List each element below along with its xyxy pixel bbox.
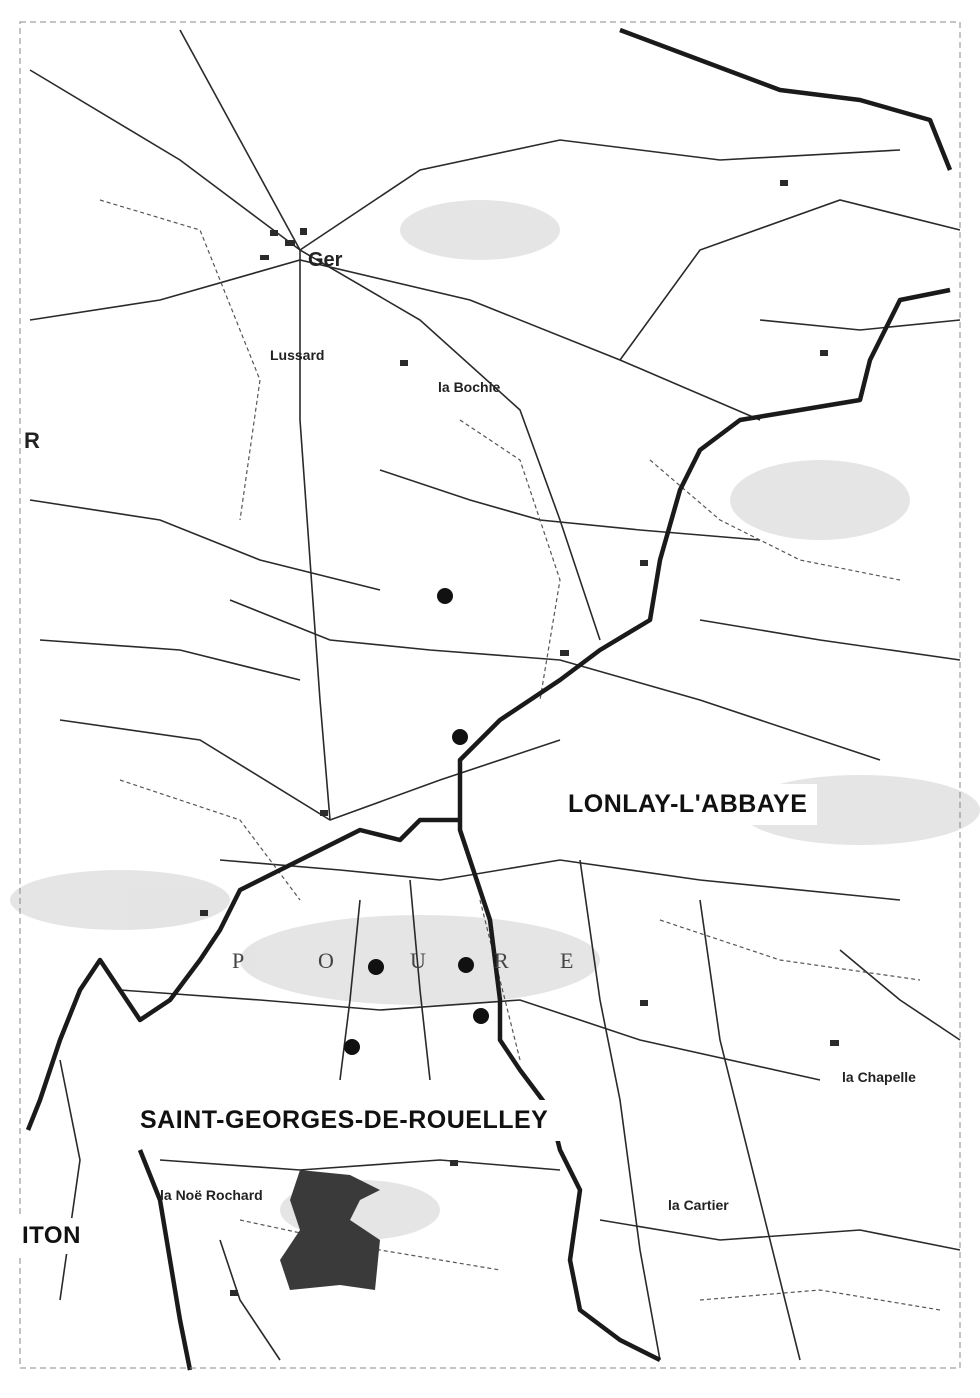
terrain-letter: O	[318, 948, 334, 973]
marker-dot	[368, 959, 384, 975]
marker-dot	[452, 729, 468, 745]
terrain-letter: E	[560, 948, 574, 973]
commune-label-lonlay: LONLAY-L'ABBAYE	[558, 784, 817, 825]
building-block	[230, 1290, 238, 1296]
locality-label: Lussard	[270, 347, 325, 363]
commune-label-iton: ITON	[14, 1218, 89, 1254]
building-block	[300, 228, 307, 235]
building-block	[200, 910, 208, 916]
building-block	[270, 230, 278, 236]
marker-dot	[437, 588, 453, 604]
relief-patch-north	[400, 200, 560, 260]
relief-patch-northeast	[730, 460, 910, 540]
marker-dot	[473, 1008, 489, 1024]
locality-label: la Cartier	[668, 1197, 729, 1213]
terrain-letter: R	[494, 948, 509, 973]
locality-label: la Chapelle	[842, 1069, 916, 1085]
locality-label: la Noë Rochard	[160, 1187, 263, 1203]
building-block	[450, 1160, 458, 1166]
edge-letter: R	[24, 428, 40, 453]
relief-patch-west	[10, 870, 230, 930]
terrain-letter: U	[410, 948, 426, 973]
building-block	[640, 560, 648, 566]
terrain-letter: P	[232, 948, 245, 973]
building-block	[260, 255, 269, 260]
marker-dot	[344, 1039, 360, 1055]
building-block	[400, 360, 408, 366]
building-block	[320, 810, 328, 816]
building-block	[820, 350, 828, 356]
building-block	[285, 240, 295, 246]
building-block	[640, 1000, 648, 1006]
building-block	[830, 1040, 839, 1046]
marker-dot	[458, 957, 474, 973]
locality-label: la Bochie	[438, 379, 501, 395]
building-block	[560, 650, 569, 656]
building-block	[780, 180, 788, 186]
town-label-ger: Ger	[308, 249, 343, 271]
commune-label-saint-georges: SAINT-GEORGES-DE-ROUELLEY	[128, 1100, 560, 1141]
